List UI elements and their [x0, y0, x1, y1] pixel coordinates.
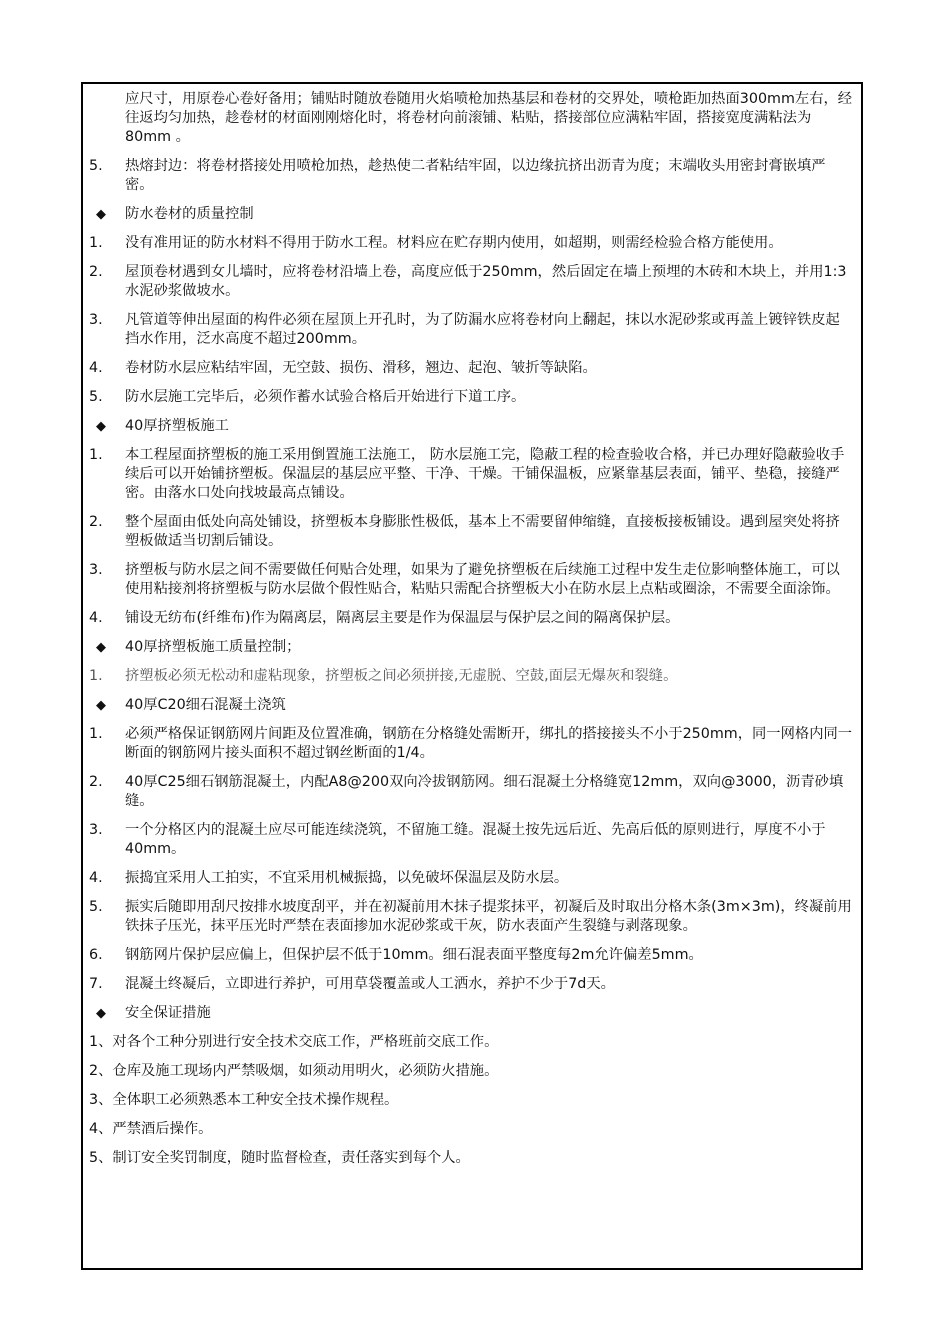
section-heading	[89, 417, 853, 436]
numbered-item	[89, 311, 853, 349]
item-number: 3.	[89, 822, 103, 838]
item-text: 40厚挤塑板施工质量控制；	[125, 639, 301, 655]
item-text: 应尺寸，用原卷心卷好备用；铺贴时随放卷随用火焰喷枪加热基层和卷材的交界处，喷枪距加热面300mm左右，经往返均匀加热，趁卷材的材面刚刚熔化时，将卷材向前滚铺、粘贴，搭接部位应满粘牢固，搭接宽度满粘法为80mm 。	[125, 91, 853, 145]
continued-paragraph	[89, 90, 853, 147]
item-number: 1.	[89, 447, 103, 463]
item-number: 2.	[89, 774, 103, 790]
item-text: 1、对各个工种分别进行安全技术交底工作，严格班前交底工作。	[89, 1034, 499, 1050]
item-text: 40厚挤塑板施工	[125, 418, 229, 434]
safety-item	[89, 1062, 853, 1081]
item-number: 4.	[89, 870, 103, 886]
document-body	[83, 84, 861, 1178]
item-text: 安全保证措施	[125, 1005, 211, 1021]
item-number: 1.	[89, 668, 103, 684]
item-text: 40厚C25细石钢筋混凝土，内配A8@200双向冷拔钢筋网。细石混凝土分格缝宽12mm，双向@3000，沥青砂填缝。	[125, 774, 844, 809]
section-heading	[89, 696, 853, 715]
safety-item	[89, 1033, 853, 1052]
item-number: 2.	[89, 514, 103, 530]
item-text: 热熔封边：将卷材搭接处用喷枪加热，趁热使二者粘结牢固，以边缘抗挤出沥青为度；末端收头用密封膏嵌填严密。	[125, 158, 826, 193]
item-number: 4.	[89, 360, 103, 376]
diamond-bullet-icon: ◆	[96, 1006, 106, 1021]
section-heading	[89, 638, 853, 657]
item-text: 一个分格区内的混凝土应尽可能连续浇筑，不留施工缝。混凝土按先远后近、先高后低的原则进行，厚度不小于40mm。	[125, 822, 826, 857]
numbered-item	[89, 561, 853, 599]
item-text: 挤塑板必须无松动和虚粘现象，挤塑板之间必须拼接,无虚脱、空鼓,面层无爆灰和裂缝。	[125, 668, 678, 684]
item-text: 卷材防水层应粘结牢固，无空鼓、损伤、滑移，翘边、起泡、皱折等缺陷。	[125, 360, 597, 376]
section-heading	[89, 1004, 853, 1023]
numbered-item	[89, 609, 853, 628]
numbered-item	[89, 773, 853, 811]
item-text: 屋顶卷材遇到女儿墙时，应将卷材沿墙上卷，高度应低于250mm，然后固定在墙上预埋的木砖和木块上，并用1:3水泥砂浆做坡水。	[125, 264, 847, 299]
item-number: 7.	[89, 976, 103, 992]
item-number: 3.	[89, 312, 103, 328]
item-text: 防水层施工完毕后，必须作蓄水试验合格后开始进行下道工序。	[125, 389, 526, 405]
safety-item	[89, 1149, 853, 1168]
numbered-item	[89, 667, 853, 686]
safety-item	[89, 1120, 853, 1139]
item-text: 整个屋面由低处向高处铺设，挤塑板本身膨胀性极低，基本上不需要留伸缩缝，直接板接板铺设。遇到屋突处将挤塑板做适当切割后铺设。	[125, 514, 840, 549]
item-number: 1.	[89, 726, 103, 742]
numbered-item	[89, 388, 853, 407]
item-text: 振捣宜采用人工拍实，不宜采用机械振捣，以免破坏保温层及防水层。	[125, 870, 569, 886]
diamond-bullet-icon: ◆	[96, 419, 106, 434]
item-text: 必须严格保证钢筋网片间距及位置准确，钢筋在分格缝处需断开，绑扎的搭接接头不小于250mm，同一网格内同一断面的钢筋网片接头面积不超过钢丝断面的1/4。	[125, 726, 853, 761]
item-number: 4.	[89, 610, 103, 626]
item-text: 铺设无纺布(纤维布)作为隔离层，隔离层主要是作为保温层与保护层之间的隔离保护层。	[125, 610, 680, 626]
item-number: 6.	[89, 947, 103, 963]
section-heading	[89, 205, 853, 224]
item-text: 凡管道等伸出屋面的构件必须在屋顶上开孔时，为了防漏水应将卷材向上翻起，抹以水泥砂浆或再盖上镀锌铁皮起挡水作用，泛水高度不超过200mm。	[125, 312, 840, 347]
numbered-item	[89, 263, 853, 301]
item-text: 5、制订安全奖罚制度，随时监督检查，责任落实到每个人。	[89, 1150, 470, 1166]
numbered-item	[89, 446, 853, 503]
item-number: 3.	[89, 562, 103, 578]
numbered-item	[89, 975, 853, 994]
item-text: 挤塑板与防水层之间不需要做任何贴合处理，如果为了避免挤塑板在后续施工过程中发生走位影响整体施工，可以使用粘接剂将挤塑板与防水层做个假性贴合，粘贴只需配合挤塑板大小在防水层上点粘或圈涂，不需要全面涂饰。	[125, 562, 840, 597]
numbered-item	[89, 898, 853, 936]
item-number: 2.	[89, 264, 103, 280]
item-text: 混凝土终凝后，立即进行养护，可用草袋覆盖或人工洒水，养护不少于7d天。	[125, 976, 615, 992]
item-number: 5.	[89, 158, 103, 174]
item-text: 2、仓库及施工现场内严禁吸烟，如须动用明火，必须防火措施。	[89, 1063, 499, 1079]
item-number: 5.	[89, 389, 103, 405]
numbered-item	[89, 359, 853, 378]
item-text: 40厚C20细石混凝土浇筑	[125, 697, 286, 713]
item-number: 1.	[89, 235, 103, 251]
item-text: 防水卷材的质量控制	[125, 206, 254, 222]
item-number: 5.	[89, 899, 103, 915]
item-text: 3、全体职工必须熟悉本工种安全技术操作规程。	[89, 1092, 399, 1108]
numbered-item	[89, 946, 853, 965]
item-text: 钢筋网片保护层应偏上，但保护层不低于10mm。细石混表面平整度每2m允许偏差5mm。	[125, 947, 703, 963]
numbered-item	[89, 821, 853, 859]
item-text: 本工程屋面挤塑板的施工采用倒置施工法施工， 防水层施工完，隐蔽工程的检查验收合格，并已办理好隐蔽验收手续后可以开始铺挤塑板。保温层的基层应平整、干净、干燥。干铺保温板，应紧靠基层表面，铺平、垫稳，接缝严密。由落水口处向找坡最高点铺设。	[125, 447, 845, 501]
diamond-bullet-icon: ◆	[96, 698, 106, 713]
diamond-bullet-icon: ◆	[96, 207, 106, 222]
numbered-item	[89, 513, 853, 551]
diamond-bullet-icon: ◆	[96, 640, 106, 655]
numbered-item	[89, 234, 853, 253]
numbered-item	[89, 157, 853, 195]
item-text: 没有准用证的防水材料不得用于防水工程。材料应在贮存期内使用，如超期，则需经检验合格方能使用。	[125, 235, 783, 251]
item-text: 4、严禁酒后操作。	[89, 1121, 213, 1137]
numbered-item	[89, 869, 853, 888]
item-text: 振实后随即用刮尺按排水坡度刮平，并在初凝前用木抹子提浆抹平，初凝后及时取出分格木条(3m×3m)，终凝前用铁抹子压光，抹平压光时严禁在表面掺加水泥砂浆或干灰，防水表面产生裂缝与剥落现象。	[125, 899, 852, 934]
safety-item	[89, 1091, 853, 1110]
document-frame	[81, 82, 863, 1270]
numbered-item	[89, 725, 853, 763]
